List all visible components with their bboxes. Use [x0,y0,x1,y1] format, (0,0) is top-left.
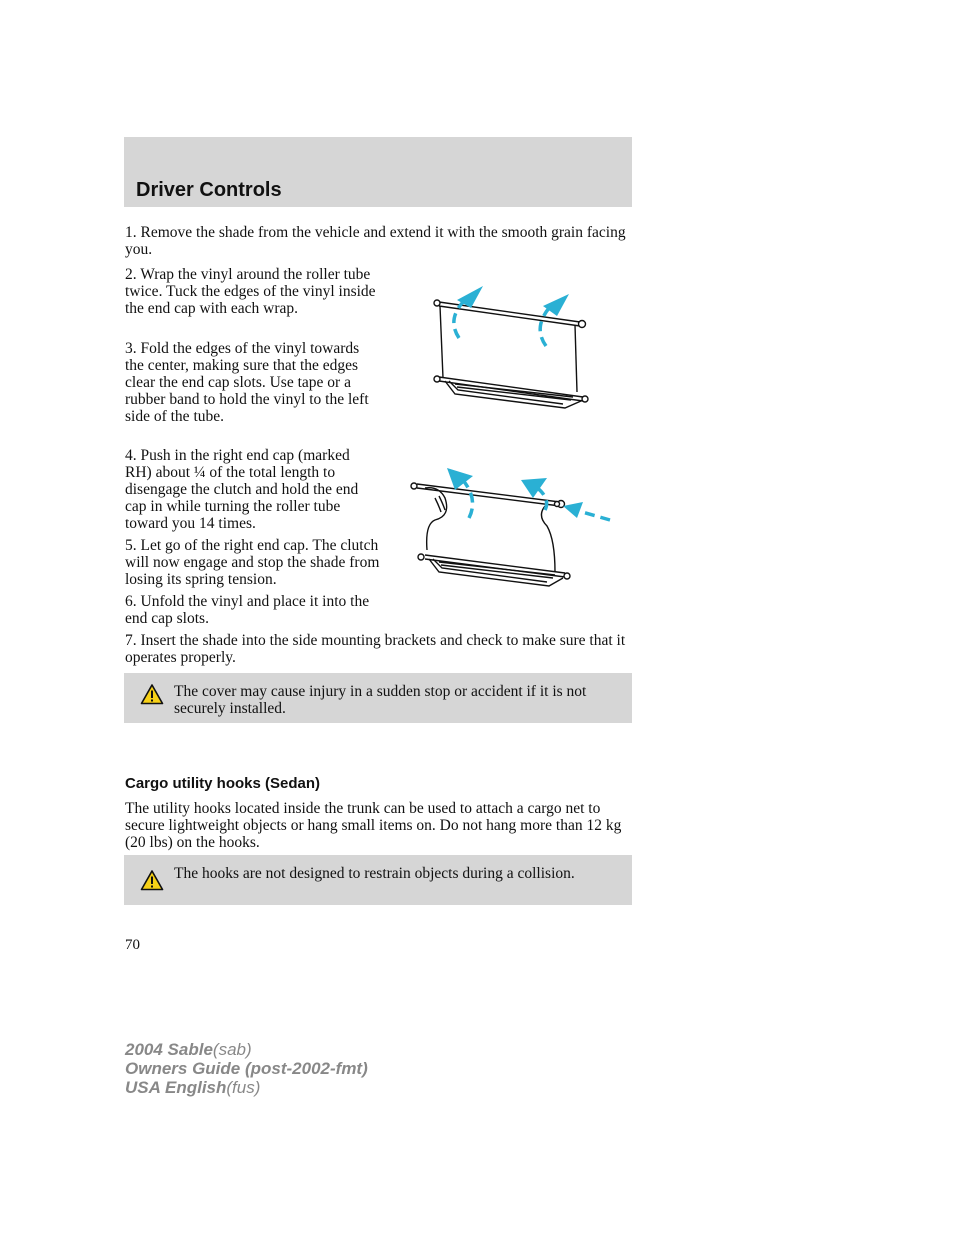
warning-triangle-icon [140,869,164,891]
document-footer [125,1040,368,1097]
section-heading: Cargo utility hooks (Sedan) [125,775,321,792]
warning-text: The hooks are not designed to restrain objects during a collision. [174,865,575,882]
step-1: 1. Remove the shade from the vehicle and extend it with the smooth grain facing you. [125,224,626,258]
section-title: Driver Controls [136,179,282,201]
footer-language-code: (fus) [226,1078,261,1097]
step-6: 6. Unfold the vinyl and place it into the end cap slots. [125,593,370,627]
roller-wrap-illustration [425,280,595,415]
end-cap-push-illustration [405,460,615,590]
step-3: 3. Fold the edges of the vinyl towards the center, making sure that the edges clear the end cap slots. Use tape or a rubber band to hold the vinyl to the left side of the tube. [125,340,369,425]
step-5: 5. Let go of the right end cap. The clutch will now engage and stop the shade from losing its spring tension. [125,537,380,588]
section-body: The utility hooks located inside the trunk can be used to attach a cargo net to secure lightweight objects or hang small items on. Do not hang more than 12 kg (20 lbs) on the hooks. [125,800,622,851]
section-header-band [124,137,632,207]
footer-guide: Owners Guide (post-2002-fmt) [125,1059,368,1078]
warning-box [124,855,632,905]
footer-language: USA English [125,1078,227,1097]
step-4: 4. Push in the right end cap (marked RH) about ¼ of the total length to disengage the clutch and hold the end cap in while turning the roller tube toward you 14 times. [125,447,359,532]
page-number: 70 [125,937,140,953]
warning-text: The cover may cause injury in a sudden stop or accident if it is not securely installed. [174,683,587,717]
warning-triangle-icon [140,683,164,705]
step-7: 7. Insert the shade into the side mounting brackets and check to make sure that it operates properly. [125,632,626,666]
warning-box [124,673,632,723]
step-2: 2. Wrap the vinyl around the roller tube twice. Tuck the edges of the vinyl inside the end cap with each wrap. [125,266,376,317]
footer-model: 2004 Sable [125,1040,213,1059]
footer-model-code: (sab) [212,1040,252,1059]
